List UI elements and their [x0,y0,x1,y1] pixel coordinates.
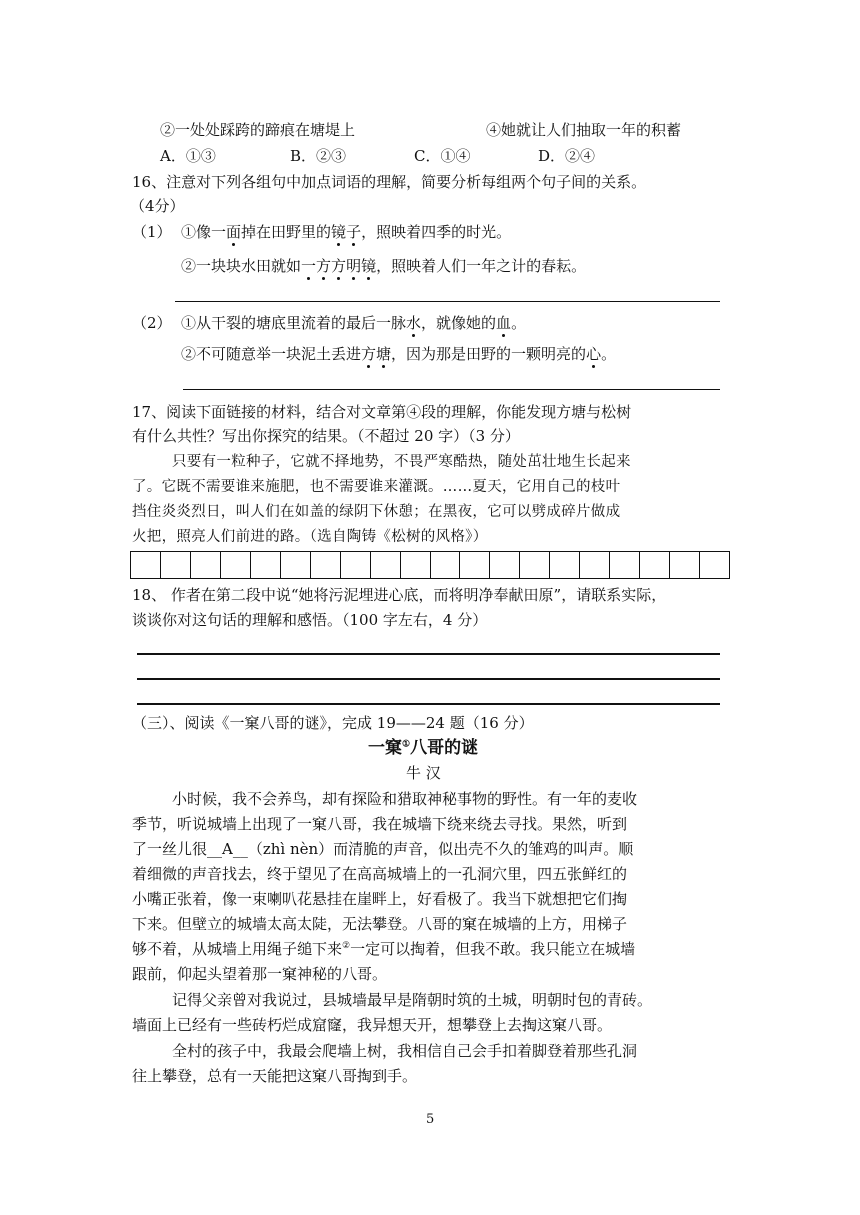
page-number: 5 [426,1112,435,1127]
q18-answer-line-1[interactable] [137,653,720,655]
q16-group2-label: （2） [132,314,172,332]
q15-option-4: ④她就让人们抽取一年的积蓄 [486,121,682,139]
q17-excerpt-line3: 挡住炎炎烈日，叫人们在如盖的绿阴下休憩；在黑夜，它可以劈成碎片做成 [132,504,621,520]
q15-option-2: ②一处处踩跨的蹄痕在塘堤上 [160,121,356,139]
q16-score: （4分） [130,197,185,215]
section3-heading: （三）、阅读《一窠八哥的谜》，完成 19——24 题（16 分） [132,714,534,732]
article-p1-line5: 小嘴正张着，像一束喇叭花悬挂在崖畔上，好看极了。我当下就想把它们掏 [132,890,628,908]
article-p1-line3: 了一丝儿很__A__（zhì nèn）而清脆的声音，似出壳不久的雏鸡的叫声。顺 [132,840,634,858]
q17-excerpt-line2: 了。它既不需要谁来施肥，也不需要谁来灌溉。……夏天，它用自己的枝叶 [132,479,621,495]
q17-excerpt-line1: 只要有一粒种子，它就不择地势，不畏严寒酷热，随处茁壮地生长起来 [172,454,631,470]
q16-group2-sentence2: ②不可随意举一块泥土丢进方塘，因为那是田野的一颗明亮的心。 [181,345,617,363]
q15-choice-c: C．①④ [414,147,471,165]
q16-group1-sentence2: ②一块块水田就如一方方明镜，照映着人们一年之计的春耘。 [181,257,587,275]
q16-prompt: 16、注意对下列各组句中加点词语的理解，简要分析每组两个句子间的关系。 [132,173,647,191]
article-p2-line2: 墙面上已经有一些砖朽烂成窟窿，我异想天开，想攀登上去掏这窠八哥。 [132,1016,613,1034]
q17-prompt-line1: 17、阅读下面链接的材料，结合对文章第④段的理解，你能发现方塘与松树 [132,403,632,421]
q18-prompt-line2: 谈谈你对这句话的理解和感悟。（100 字左右，4 分） [132,611,488,629]
article-p1-line4: 着细微的声音找去，终于望见了在高高城墙上的一孔洞穴里，四五张鲜红的 [132,865,628,883]
q16-group2-answer-line[interactable] [183,389,720,390]
blank-a: __A__ [207,840,248,858]
article-title: 一窠①八哥的谜 [368,738,479,758]
article-author: 牛 汉 [406,764,441,782]
q15-choice-a: A．①③ [160,147,216,165]
article-p2-line1: 记得父亲曾对我说过，县城墙最早是隋朝时筑的土城，明朝时包的青砖。 [172,991,653,1009]
q16-group1-answer-line[interactable] [175,301,720,302]
article-p1-line1: 小时候，我不会养鸟，却有探险和猎取神秘事物的野性。有一年的麦收 [172,790,638,808]
q18-answer-line-2[interactable] [137,678,720,680]
article-p1-line8: 跟前，仰起头望着那一窠神秘的八哥。 [132,965,388,983]
q16-group1-sentence1: ①像一面掉在田野里的镜子，照映着四季的时光。 [181,223,512,241]
article-p3-line2: 往上攀登，总有一天能把这窠八哥掏到手。 [132,1067,418,1085]
q16-group1-label: （1） [132,223,172,241]
q18-prompt-line1: 18、 作者在第二段中说“她将污泥埋进心底，而将明净奉献田原”，请联系实际， [132,586,667,604]
q17-answer-grid[interactable] [130,551,730,579]
q16-group2-sentence1: ①从干裂的塘底里流着的最后一脉水，就像她的血。 [181,314,527,332]
q17-excerpt-line4: 火把，照亮人们前进的路。（选自陶铸《松树的风格》） [132,529,488,545]
q15-choice-b: B．②③ [290,147,347,165]
q15-choice-d: D．②④ [538,147,596,165]
article-p3-line1: 全村的孩子中，我最会爬墙上树，我相信自己会手扣着脚登着那些孔洞 [172,1042,638,1060]
article-p1-line6: 下来。但壁立的城墙太高太陡，无法攀登。八哥的窠在城墙的上方，用梯子 [132,915,628,933]
q18-answer-line-3[interactable] [137,703,720,705]
article-p1-line7: 够不着，从城墙上用绳子缒下来②一定可以掏着，但我不敢。我只能立在城墙 [132,940,636,958]
article-p1-line2: 季节，听说城墙上出现了一窠八哥，我在城墙下绕来绕去寻找。果然，听到 [132,815,628,833]
q17-prompt-line2: 有什么共性？写出你探究的结果。（不超过 20 字）（3 分） [132,427,520,445]
